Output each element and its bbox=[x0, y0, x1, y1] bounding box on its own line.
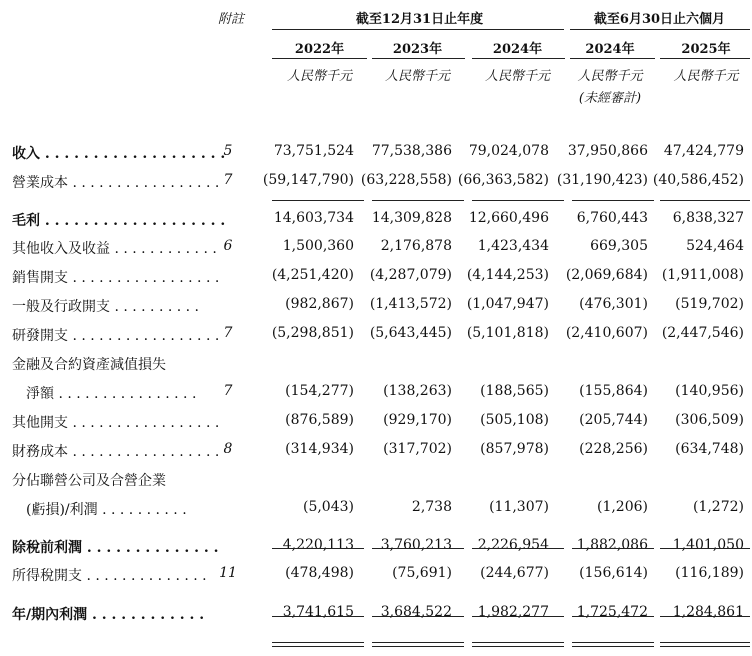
row-value: (2,069,684) bbox=[565, 267, 648, 283]
year-underline bbox=[372, 58, 465, 59]
row-value: (519,702) bbox=[675, 296, 744, 312]
row-value: (2,447,546) bbox=[661, 325, 744, 341]
subtotal-line bbox=[472, 200, 564, 201]
row-note: 5 bbox=[223, 143, 233, 159]
row-value: 73,751,524 bbox=[273, 143, 354, 159]
row-value: 14,603,734 bbox=[273, 210, 354, 226]
total-double-line bbox=[372, 642, 464, 647]
row-label: 研發開支 . . . . . . . . . . . . . . . . . bbox=[12, 328, 220, 344]
row-label: 金融及合約資產減值損失 bbox=[12, 357, 166, 373]
subtotal-line bbox=[272, 616, 364, 617]
row-value: (66,363,582) bbox=[457, 172, 549, 188]
row-value: (478,498) bbox=[285, 565, 354, 581]
row-label: 分佔聯營公司及合營企業 bbox=[12, 473, 166, 489]
note-column-header: 附註 bbox=[218, 12, 245, 27]
row-value: 669,305 bbox=[590, 238, 648, 254]
row-value: 6,760,443 bbox=[576, 210, 648, 226]
row-value: 1,423,434 bbox=[477, 238, 549, 254]
row-label: 除稅前利潤 . . . . . . . . . . . . . . bbox=[12, 540, 219, 556]
row-value: (156,614) bbox=[579, 565, 648, 581]
row-label: 一般及行政開支 . . . . . . . . . . bbox=[12, 299, 200, 315]
unit-label: 人民幣千元 bbox=[577, 69, 643, 84]
row-note: 6 bbox=[223, 238, 233, 254]
subtotal-line bbox=[372, 548, 464, 549]
subtotal-line bbox=[472, 548, 564, 549]
period-header-2025: 2025年 bbox=[681, 42, 731, 57]
row-label: 年/期內利潤 . . . . . . . . . . . . bbox=[12, 607, 205, 623]
subtotal-line bbox=[660, 548, 750, 549]
row-value: (1,206) bbox=[596, 499, 648, 515]
subtotal-line bbox=[272, 200, 364, 201]
row-value: (5,101,818) bbox=[466, 325, 549, 341]
row-value: (31,190,423) bbox=[556, 172, 648, 188]
row-value: (188,565) bbox=[480, 383, 549, 399]
row-value: (40,586,452) bbox=[652, 172, 744, 188]
row-value: 524,464 bbox=[686, 238, 744, 254]
subtotal-line bbox=[372, 616, 464, 617]
row-value: 1,284,861 bbox=[672, 604, 744, 620]
row-value: 1,401,050 bbox=[672, 537, 744, 553]
row-value: (154,277) bbox=[285, 383, 354, 399]
row-value: (1,272) bbox=[692, 499, 744, 515]
unit-label: 人民幣千元 bbox=[673, 69, 739, 84]
six-months-group-header: 截至6月30日止六個月 bbox=[593, 12, 726, 27]
row-value: (1,413,572) bbox=[369, 296, 452, 312]
group1-underline bbox=[272, 29, 564, 30]
subtotal-line bbox=[272, 548, 364, 549]
row-value: 37,950,866 bbox=[567, 143, 648, 159]
subtotal-line bbox=[660, 616, 750, 617]
row-value: (317,702) bbox=[383, 441, 452, 457]
row-note: 7 bbox=[223, 325, 233, 341]
unaudited-label: (未經審計) bbox=[578, 91, 642, 106]
total-double-line bbox=[272, 642, 364, 647]
row-value: (228,256) bbox=[579, 441, 648, 457]
row-value: (929,170) bbox=[383, 412, 452, 428]
row-value: (505,108) bbox=[480, 412, 549, 428]
year-header-2022: 2022年 bbox=[294, 42, 345, 57]
group2-underline bbox=[570, 29, 750, 30]
row-label: 其他開支 . . . . . . . . . . . . . . . . . bbox=[12, 415, 220, 431]
unit-label: 人民幣千元 bbox=[384, 69, 450, 84]
row-label: 淨額 . . . . . . . . . . . . . . . . bbox=[26, 386, 197, 402]
row-value: 1,882,086 bbox=[576, 537, 648, 553]
row-value: (1,047,947) bbox=[466, 296, 549, 312]
row-value: 14,309,828 bbox=[371, 210, 452, 226]
row-value: 79,024,078 bbox=[468, 143, 549, 159]
row-value: 1,982,277 bbox=[477, 604, 549, 620]
unit-label: 人民幣千元 bbox=[484, 69, 550, 84]
unit-label: 人民幣千元 bbox=[286, 69, 352, 84]
row-value: (155,864) bbox=[579, 383, 648, 399]
year-underline bbox=[472, 58, 565, 59]
row-value: (5,298,851) bbox=[271, 325, 354, 341]
row-value: (75,691) bbox=[392, 565, 452, 581]
row-value: (5,643,445) bbox=[369, 325, 452, 341]
row-value: (140,956) bbox=[675, 383, 744, 399]
row-value: (2,410,607) bbox=[565, 325, 648, 341]
row-value: 3,760,213 bbox=[380, 537, 452, 553]
row-value: (4,144,253) bbox=[466, 267, 549, 283]
row-label: 營業成本 . . . . . . . . . . . . . . . . . bbox=[12, 175, 220, 191]
row-value: 1,725,472 bbox=[576, 604, 648, 620]
subtotal-line bbox=[572, 616, 654, 617]
row-value: (876,589) bbox=[285, 412, 354, 428]
row-value: (634,748) bbox=[675, 441, 744, 457]
total-double-line bbox=[660, 642, 750, 647]
year-ended-group-header: 截至12月31日止年度 bbox=[355, 12, 484, 27]
row-label: 毛利 . . . . . . . . . . . . . . . . . . . bbox=[12, 213, 226, 229]
row-note: 8 bbox=[223, 441, 233, 457]
year-underline bbox=[570, 58, 655, 59]
subtotal-line bbox=[572, 548, 654, 549]
row-value: (314,934) bbox=[285, 441, 354, 457]
total-double-line bbox=[472, 642, 564, 647]
row-value: (982,867) bbox=[285, 296, 354, 312]
row-label: 銷售開支 . . . . . . . . . . . . . . . . . bbox=[12, 270, 220, 286]
row-label: (虧損)/利潤 . . . . . . . . . . bbox=[26, 502, 187, 518]
row-value: (476,301) bbox=[579, 296, 648, 312]
row-value: (63,228,558) bbox=[360, 172, 452, 188]
subtotal-line bbox=[660, 200, 750, 201]
row-label: 所得稅開支 . . . . . . . . . . . . . . bbox=[12, 568, 207, 584]
row-value: 12,660,496 bbox=[468, 210, 549, 226]
year-header-2024: 2024年 bbox=[492, 42, 543, 57]
row-note: 7 bbox=[223, 172, 233, 188]
row-value: (116,189) bbox=[675, 565, 744, 581]
row-value: (1,911,008) bbox=[661, 267, 744, 283]
year-underline bbox=[272, 58, 367, 59]
row-label: 收入 . . . . . . . . . . . . . . . . . . . bbox=[12, 146, 226, 162]
row-label: 其他收入及收益 . . . . . . . . . . . . bbox=[12, 241, 217, 257]
row-value: 77,538,386 bbox=[371, 143, 452, 159]
row-value: (11,307) bbox=[489, 499, 549, 515]
subtotal-line bbox=[572, 200, 654, 201]
row-value: (4,251,420) bbox=[271, 267, 354, 283]
row-value: (138,263) bbox=[383, 383, 452, 399]
row-note: 7 bbox=[223, 383, 233, 399]
row-value: (244,677) bbox=[480, 565, 549, 581]
row-value: 2,176,878 bbox=[380, 238, 452, 254]
row-value: 2,738 bbox=[411, 499, 452, 515]
row-value: 6,838,327 bbox=[672, 210, 744, 226]
row-value: 2,226,954 bbox=[477, 537, 549, 553]
subtotal-line bbox=[472, 616, 564, 617]
year-underline bbox=[660, 58, 750, 59]
year-header-2023: 2023年 bbox=[392, 42, 443, 57]
row-value: (205,744) bbox=[579, 412, 648, 428]
total-double-line bbox=[572, 642, 654, 647]
row-note: 11 bbox=[219, 565, 237, 581]
row-value: 1,500,360 bbox=[282, 238, 354, 254]
row-value: (59,147,790) bbox=[262, 172, 354, 188]
row-value: 3,684,522 bbox=[380, 604, 452, 620]
row-value: 3,741,615 bbox=[282, 604, 354, 620]
row-label: 財務成本 . . . . . . . . . . . . . . . . . bbox=[12, 444, 220, 460]
row-value: 4,220,113 bbox=[282, 537, 354, 553]
row-value: (857,978) bbox=[480, 441, 549, 457]
period-header-2024: 2024年 bbox=[585, 42, 635, 57]
row-value: (4,287,079) bbox=[369, 267, 452, 283]
subtotal-line bbox=[372, 200, 464, 201]
row-value: 47,424,779 bbox=[663, 143, 744, 159]
row-value: (306,509) bbox=[675, 412, 744, 428]
row-value: (5,043) bbox=[302, 499, 354, 515]
